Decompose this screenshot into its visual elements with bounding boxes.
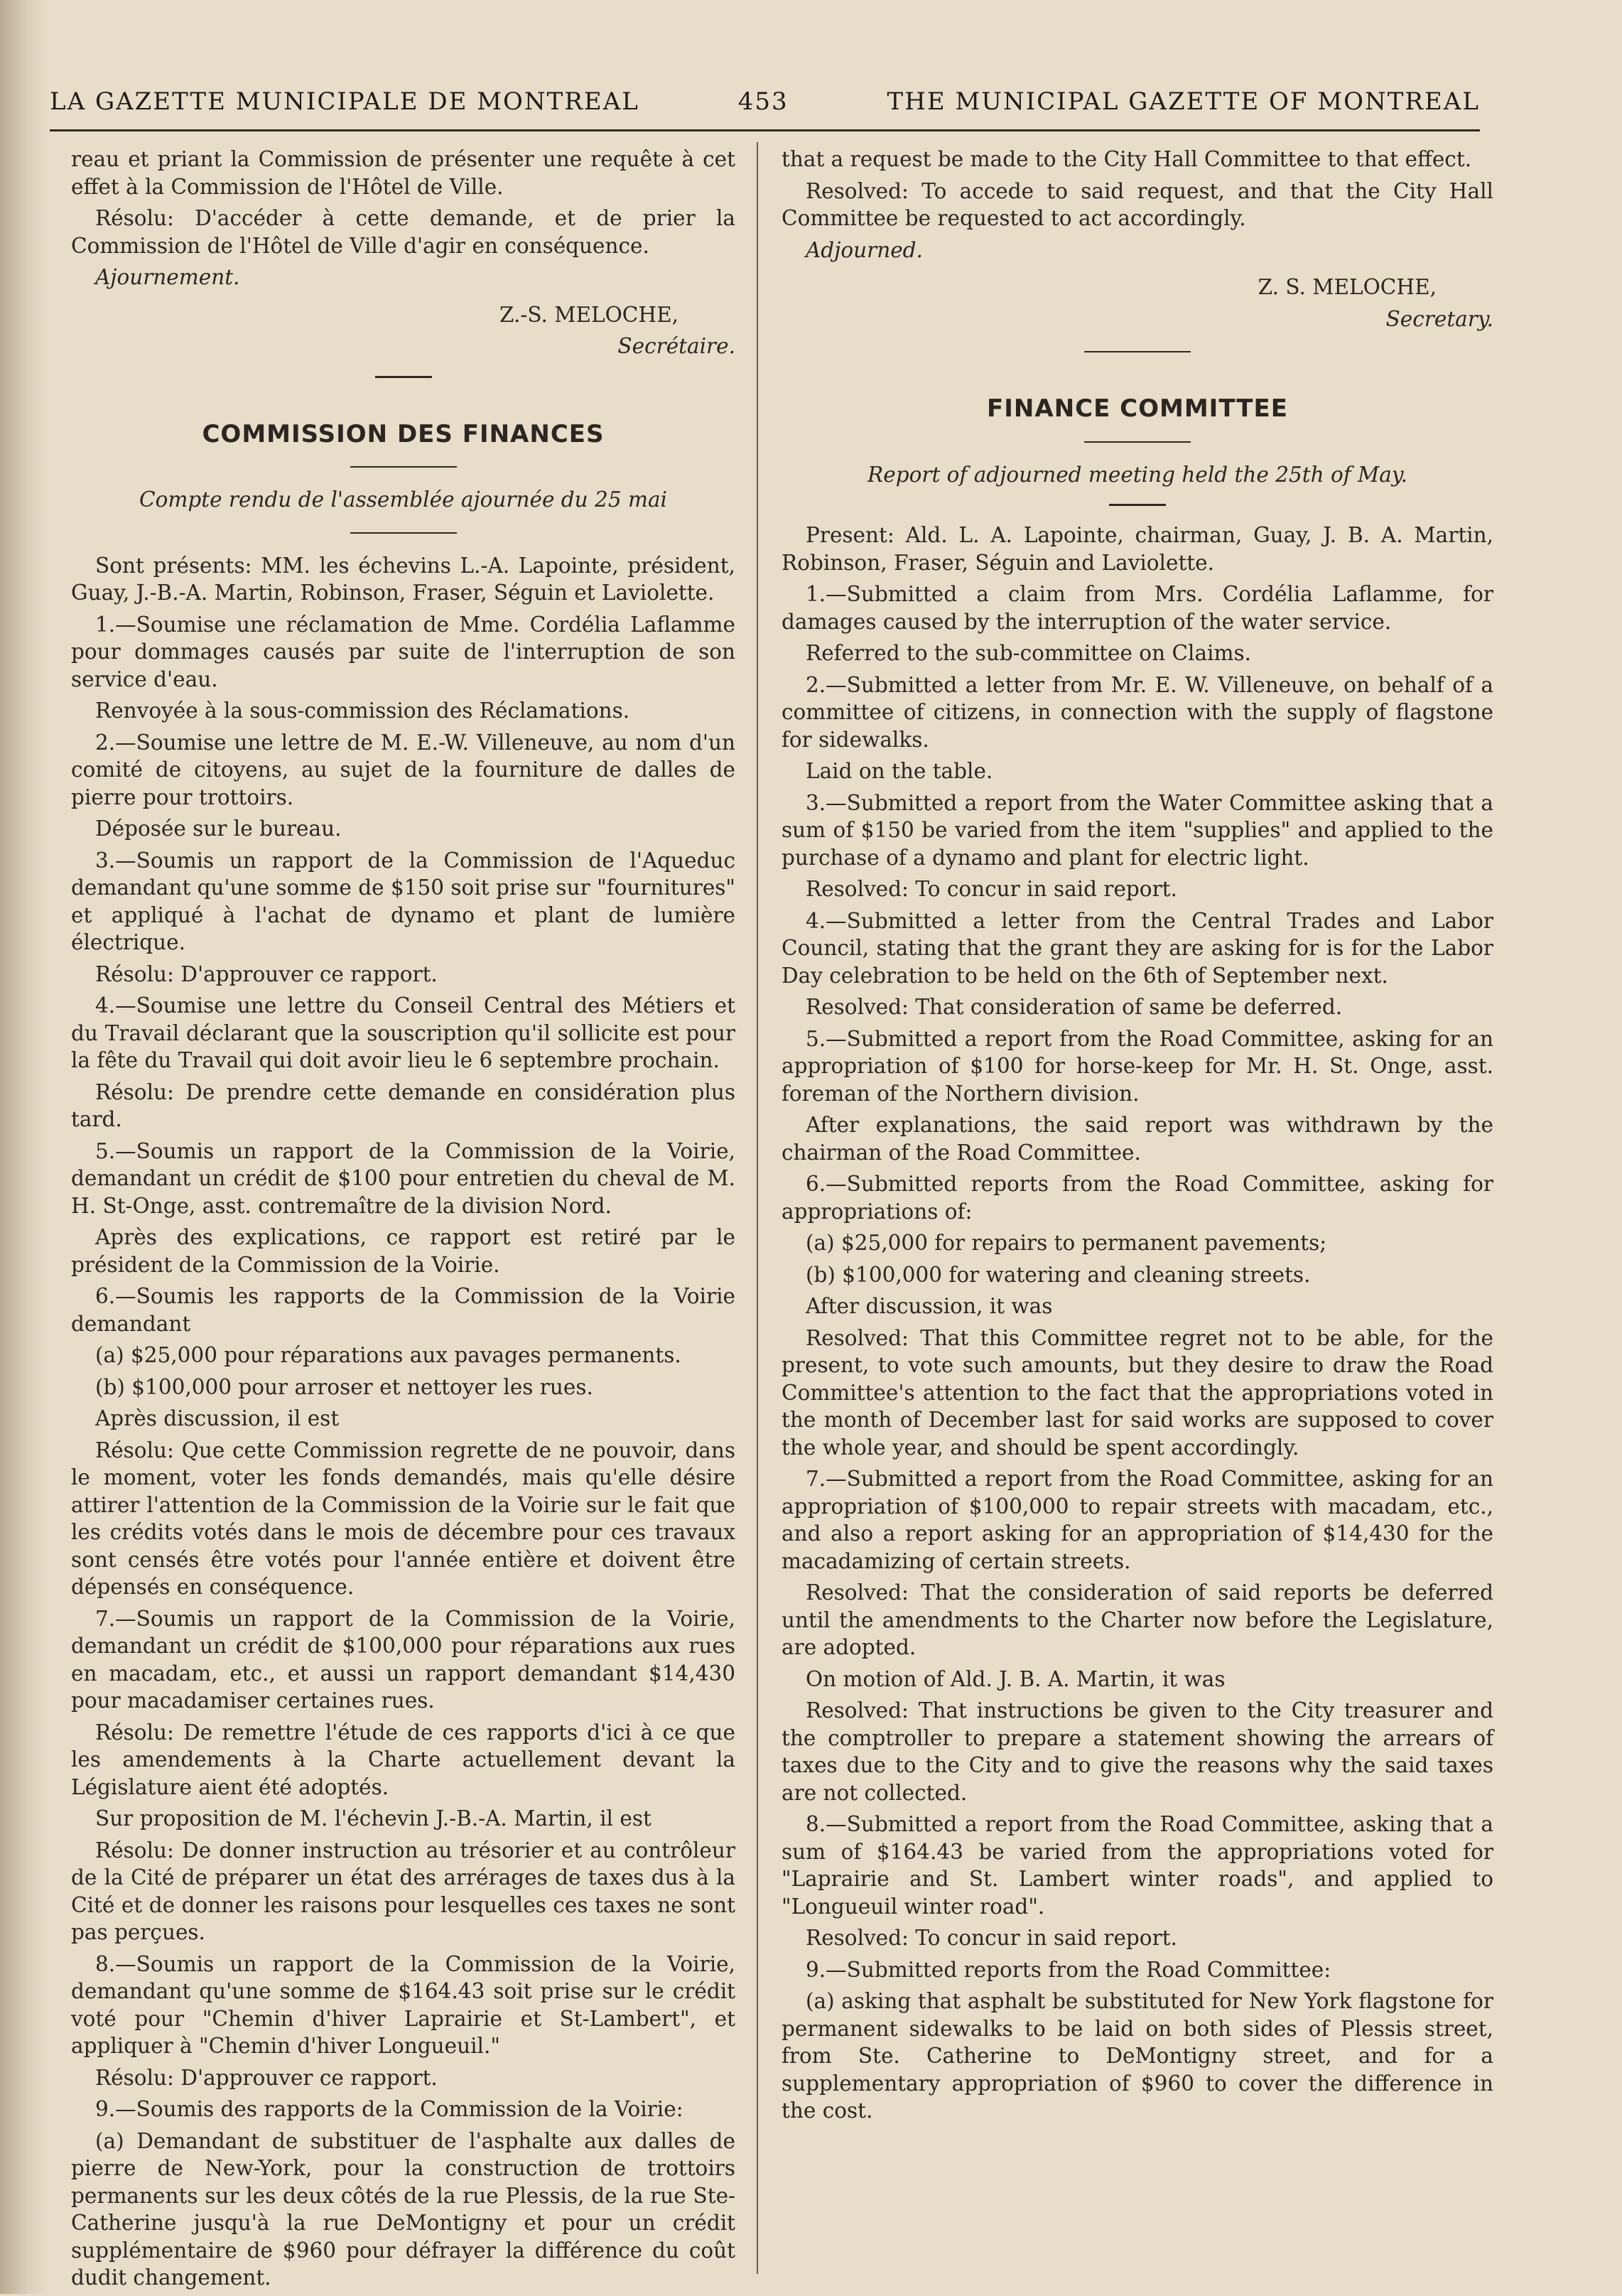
paragraph: Resolved: To concur in said report. — [806, 877, 1177, 901]
paragraph: Ajournement. — [95, 265, 240, 289]
paragraph: Résolu: De donner instruction au trésorier et au contrôleur de la Cité de préparer un état des arrérages de taxes dus à la Cité et de donner les raisons pour lesquelles ces taxes ne sont pas perçues. — [71, 1838, 735, 1944]
paragraph: reau et priant la Commission de présenter une requête à cet effet à la Commission de l'Hôtel de Ville. — [71, 147, 735, 199]
paragraph: After explanations, the said report was withdrawn by the chairman of the Road Committee. — [782, 1113, 1493, 1165]
paragraph: that a request be made to the City Hall Committee to that effect. — [782, 147, 1472, 171]
paragraph: (b) $100,000 for watering and cleaning streets. — [806, 1262, 1311, 1287]
paragraph: 7.—Submitted a report from the Road Committee, asking for an appropriation of $100,000 to repair streets with macadam, etc., and also a report asking for an appropriation of $14,430 for the macadamizing of certain streets. — [782, 1467, 1493, 1573]
paragraph: (a) $25,000 pour réparations aux pavages permanents. — [95, 1343, 681, 1367]
paragraph: Résolu: D'approuver ce rapport. — [95, 961, 438, 986]
paragraph: Déposée sur le bureau. — [95, 816, 342, 841]
header-rule — [50, 129, 1480, 131]
paragraph: After discussion, it was — [806, 1294, 1053, 1318]
paragraph: 4.—Soumise une lettre du Conseil Central des Métiers et du Travail déclarant que la souscription qu'il sollicite est pour la fête du Travail qui doit avoir lieu le 6 septembre prochain. — [71, 993, 735, 1072]
paragraph: (a) asking that asphalt be substituted for New York flagstone for permanent sidewalks to be laid on both sides of Plessis street, from Ste. Catherine to DeMontigny street, and for a supplementary appropriation of $960 to cover the difference in the cost. — [782, 1989, 1493, 2123]
signature-role: Secrétaire. — [617, 334, 735, 358]
paragraph: 4.—Submitted a letter from the Central Trades and Labor Council, stating that the grant they are asking for is for the Labor Day celebration to be held on the 6th of September next. — [782, 908, 1493, 988]
paragraph: 6.—Soumis les rapports de la Commission de la Voirie demandant — [71, 1284, 735, 1336]
separator — [1084, 351, 1191, 352]
separator — [1084, 441, 1191, 443]
section-subheading: Report of adjourned meeting held the 25th of May. — [867, 462, 1407, 487]
paragraph: Résolu: De prendre cette demande en considération plus tard. — [71, 1079, 735, 1131]
paragraph: 7.—Soumis un rapport de la Commission de la Voirie, demandant un crédit de $100,000 pour réparations aux rues en macadam, etc., et aussi un rapport demandant $14,430 pour macadamiser certaines rues. — [71, 1606, 735, 1713]
paragraph: Résolu: D'approuver ce rapport. — [95, 2065, 438, 2090]
paragraph: 2.—Submitted a letter from Mr. E. W. Villeneuve, on behalf of a committee of citizens, in connection with the supply of flagstone for sidewalks. — [782, 672, 1493, 752]
paragraph: Referred to the sub-committee on Claims. — [806, 641, 1251, 665]
paragraph: 8.—Submitted a report from the Road Committee, asking that a sum of $164.43 be varied from the appropriations voted for "Laprairie and St. Lambert winter roads", and applied to "Longueuil winter road". — [782, 1812, 1493, 1919]
paragraph: Adjourned. — [806, 237, 923, 262]
section-heading: FINANCE COMMITTEE — [987, 394, 1288, 423]
paragraph: Resolved: To concur in said report. — [806, 1926, 1177, 1950]
paragraph: Resolved: That the consideration of said reports be deferred until the amendments to the Charter now before the Legislature, are adopted. — [782, 1580, 1493, 1659]
paragraph: 8.—Soumis un rapport de la Commission de la Voirie, demandant qu'une somme de $164.43 soit prise sur le crédit voté pour "Chemin d'hiver Laprairie et St-Lambert", et appliquer à "Chemin d'hiver Longueuil." — [71, 1951, 735, 2058]
paragraph: Laid on the table. — [806, 759, 993, 783]
separator — [1109, 504, 1166, 506]
paragraph: Résolu: D'accéder à cette demande, et de prier la Commission de l'Hôtel de Ville d'agir en conséquence. — [71, 206, 735, 258]
signature-name: Z.-S. MELOCHE, — [499, 302, 678, 327]
paragraph: Après discussion, il est — [95, 1406, 340, 1430]
paragraph: 5.—Soumis un rapport de la Commission de la Voirie, demandant un crédit de $100 pour entretien du cheval de M. H. St-Onge, asst. contremaître de la division Nord. — [71, 1138, 735, 1218]
paragraph: 2.—Soumise une lettre de M. E.-W. Villeneuve, au nom d'un comité de citoyens, au sujet de la fourniture de dalles de pierre pour trottoirs. — [71, 730, 735, 809]
paragraph: 3.—Submitted a report from the Water Committee asking that a sum of $150 be varied from the item "supplies" and applied to the purchase of a dynamo and plant for electric light. — [782, 790, 1493, 870]
signature-role: Secretary. — [1385, 306, 1493, 331]
separator — [350, 466, 457, 468]
paragraph: Renvoyée à la sous-commission des Réclamations. — [95, 699, 630, 723]
paragraph: Sont présents: MM. les échevins L.-A. Lapointe, président, Guay, J.-B.-A. Martin, Robinson, Fraser, Séguin et Laviolette. — [71, 553, 735, 605]
french-column — [71, 146, 735, 2296]
paragraph: 9.—Soumis des rapports de la Commission de la Voirie: — [95, 2097, 683, 2121]
paragraph: Resolved: That consideration of same be deferred. — [806, 995, 1343, 1019]
paragraph: Résolu: De remettre l'étude de ces rapports d'ici à ce que les amendements à la Charte actuellement devant la Législature aient été adoptés. — [71, 1720, 735, 1799]
paragraph: 1.—Soumise une réclamation de Mme. Cordélia Laflamme pour dommages causés par suite de l'interruption de son service d'eau. — [71, 612, 735, 691]
paragraph: 5.—Submitted a report from the Road Committee, asking for an appropriation of $100 for horse-keep for Mr. H. St. Onge, asst. foreman of the Northern division. — [782, 1026, 1493, 1106]
paragraph: On motion of Ald. J. B. A. Martin, it was — [806, 1666, 1226, 1691]
separator — [350, 532, 457, 534]
signature-name: Z. S. MELOCHE, — [1258, 275, 1437, 299]
page-binding-shadow — [0, 0, 50, 2294]
paragraph: Sur proposition de M. l'échevin J.-B.-A. Martin, il est — [95, 1806, 651, 1831]
paragraph: Present: Ald. L. A. Lapointe, chairman, Guay, J. B. A. Martin, Robinson, Fraser, Séguin and Laviolette. — [782, 523, 1493, 575]
paragraph: (a) Demandant de substituer de l'asphalte aux dalles de pierre de New-York, pour la construction de trottoirs permanents sur les deux côtés de la rue Plessis, de la rue Ste-Catherine jusqu'à la rue DeMontigny et pour un crédit supplémentaire de $960 pour défrayer la différence du coût dudit changement. — [71, 2128, 735, 2290]
paragraph: Resolved: That instructions be given to the City treasurer and the comptroller to prepare a statement showing the arrears of taxes due to the City and to give the reasons why the said taxes are not collected. — [782, 1698, 1493, 1805]
section-subheading: Compte rendu de l'assemblée ajournée du 25 mai — [139, 487, 667, 512]
header-french-title: LA GAZETTE MUNICIPALE DE MONTREAL — [50, 87, 639, 116]
page-number: 453 — [737, 87, 789, 116]
paragraph: Resolved: That this Committee regret not to be able, for the present, to vote such amounts, but they desire to draw the Road Committee's attention to the fact that the appropriations voted in the month of December last for said works are supposed to cover the whole year, and should be spent accordingly. — [782, 1325, 1493, 1460]
column-divider — [757, 142, 758, 2274]
page-header — [50, 77, 1480, 126]
paragraph: 1.—Submitted a claim from Mrs. Cordélia Laflamme, for damages caused by the interruption of the water service. — [782, 582, 1493, 634]
paragraph: Resolved: To accede to said request, and that the City Hall Committee be requested to act accordingly. — [782, 178, 1493, 230]
paragraph: (a) $25,000 for repairs to permanent pavements; — [806, 1231, 1327, 1255]
paragraph: Après des explications, ce rapport est retiré par le président de la Commission de la Voirie. — [71, 1225, 735, 1277]
header-english-title: THE MUNICIPAL GAZETTE OF MONTREAL — [887, 87, 1480, 116]
paragraph: 6.—Submitted reports from the Road Committee, asking for appropriations of: — [782, 1172, 1493, 1224]
paragraph: (b) $100,000 pour arroser et nettoyer les rues. — [95, 1374, 593, 1399]
paragraph: 9.—Submitted reports from the Road Committee: — [806, 1957, 1331, 1982]
separator — [375, 376, 432, 378]
section-heading: COMMISSION DES FINANCES — [202, 419, 605, 448]
paragraph: Résolu: Que cette Commission regrette de ne pouvoir, dans le moment, voter les fonds demandés, mais qu'elle désire attirer l'attention de la Commission de la Voirie sur le fait que les crédits votés dans le mois de décembre pour ces travaux sont censés être votés pour l'année entière et doivent être dépensés en conséquence. — [71, 1438, 735, 1599]
paragraph: 3.—Soumis un rapport de la Commission de l'Aqueduc demandant qu'une somme de $150 soit prise sur "fournitures" et appliqué à l'achat de dynamo et plant de lumière électrique. — [71, 848, 735, 954]
english-column — [782, 146, 1493, 2129]
